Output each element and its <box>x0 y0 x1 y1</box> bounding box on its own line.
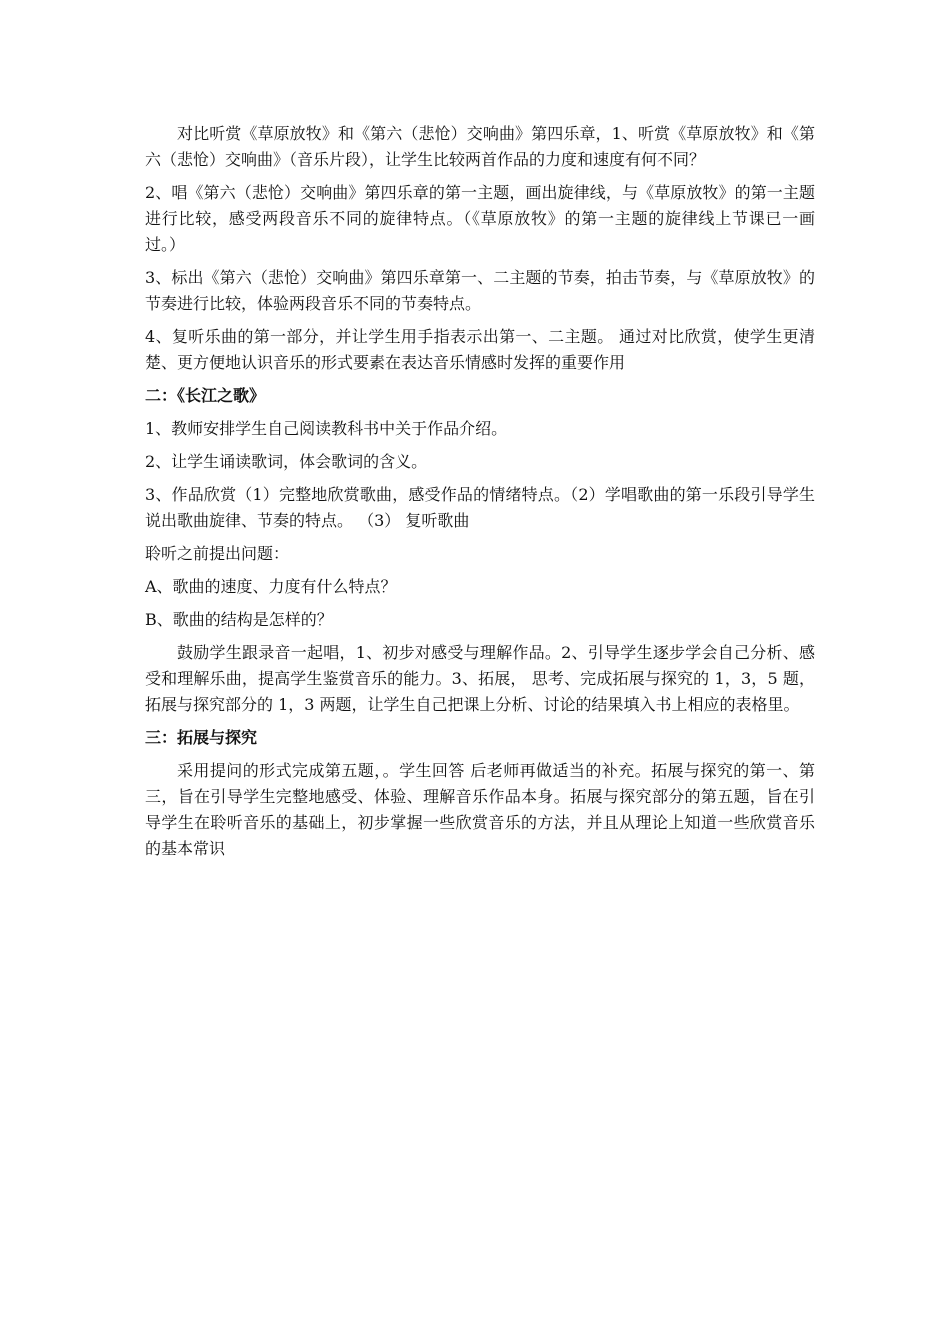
section2-step3-paragraph: 3、作品欣赏（1）完整地欣赏歌曲，感受作品的情绪特点。（2）学唱歌曲的第一乐段引导学生说出歌曲旋律、节奏的特点。 （3） 复听歌曲 <box>145 485 815 530</box>
section1-step3-paragraph: 3、标出《第六（悲怆）交响曲》第四乐章第一、二主题的节奏，拍击节奏，与《草原放牧》的节奏进行比较，体验两段音乐不同的节奏特点。 <box>145 268 815 313</box>
section1-intro-paragraph: 对比听赏《草原放牧》和《第六（悲怆）交响曲》第四乐章，1、听赏《草原放牧》和《第六（悲怆）交响曲》（音乐片段），让学生比较两首作品的力度和速度有何不同？ <box>145 124 815 169</box>
section3-body-paragraph: 采用提问的形式完成第五题，。学生回答 后老师再做适当的补充。拓展与探究的第一、第三，旨在引导学生完整地感受、体验、理解音乐作品本身。拓展与探究部分的第五题，旨在引导学生在聆听音乐的基础上，初步掌握一些欣赏音乐的方法，并且从理论上知道一些欣赏音乐的基本常识 <box>145 761 815 858</box>
document-body <box>145 121 815 869</box>
section2-question-intro: 聆听之前提出问题： <box>145 544 290 563</box>
section2-question-b: B、歌曲的结构是怎样的？ <box>145 610 333 629</box>
section2-step1-paragraph: 1、教师安排学生自己阅读教科书中关于作品介绍。 <box>145 419 508 438</box>
section1-step4-paragraph: 4、复听乐曲的第一部分，并让学生用手指表示出第一、二主题。 通过对比欣赏，使学生更清楚、更方便地认识音乐的形式要素在表达音乐情感时发挥的重要作用 <box>145 327 815 372</box>
section2-question-a: A、歌曲的速度、力度有什么特点？ <box>145 577 397 596</box>
section2-encourage-paragraph: 鼓励学生跟录音一起唱，1、初步对感受与理解作品。2、引导学生逐步学会自己分析、感受和理解乐曲，提高学生鉴赏音乐的能力。3、拓展， 思考、完成拓展与探究的 1，3，5 题， 拓展与探究部分的 1，3 两题，让学生自己把课上分析、讨论的结果填入书上相应的表格里。 <box>145 643 815 714</box>
section2-heading: 二：《长江之歌》 <box>145 386 266 405</box>
section2-step2-paragraph: 2、让学生诵读歌词，体会歌词的含义。 <box>145 452 428 471</box>
section3-heading: 三：拓展与探究 <box>145 728 258 747</box>
section1-step2-paragraph: 2、唱《第六（悲怆）交响曲》第四乐章的第一主题，画出旋律线，与《草原放牧》的第一主题进行比较，感受两段音乐不同的旋律特点。（《草原放牧》的第一主题的旋律线上节课已一画过。） <box>145 183 815 254</box>
